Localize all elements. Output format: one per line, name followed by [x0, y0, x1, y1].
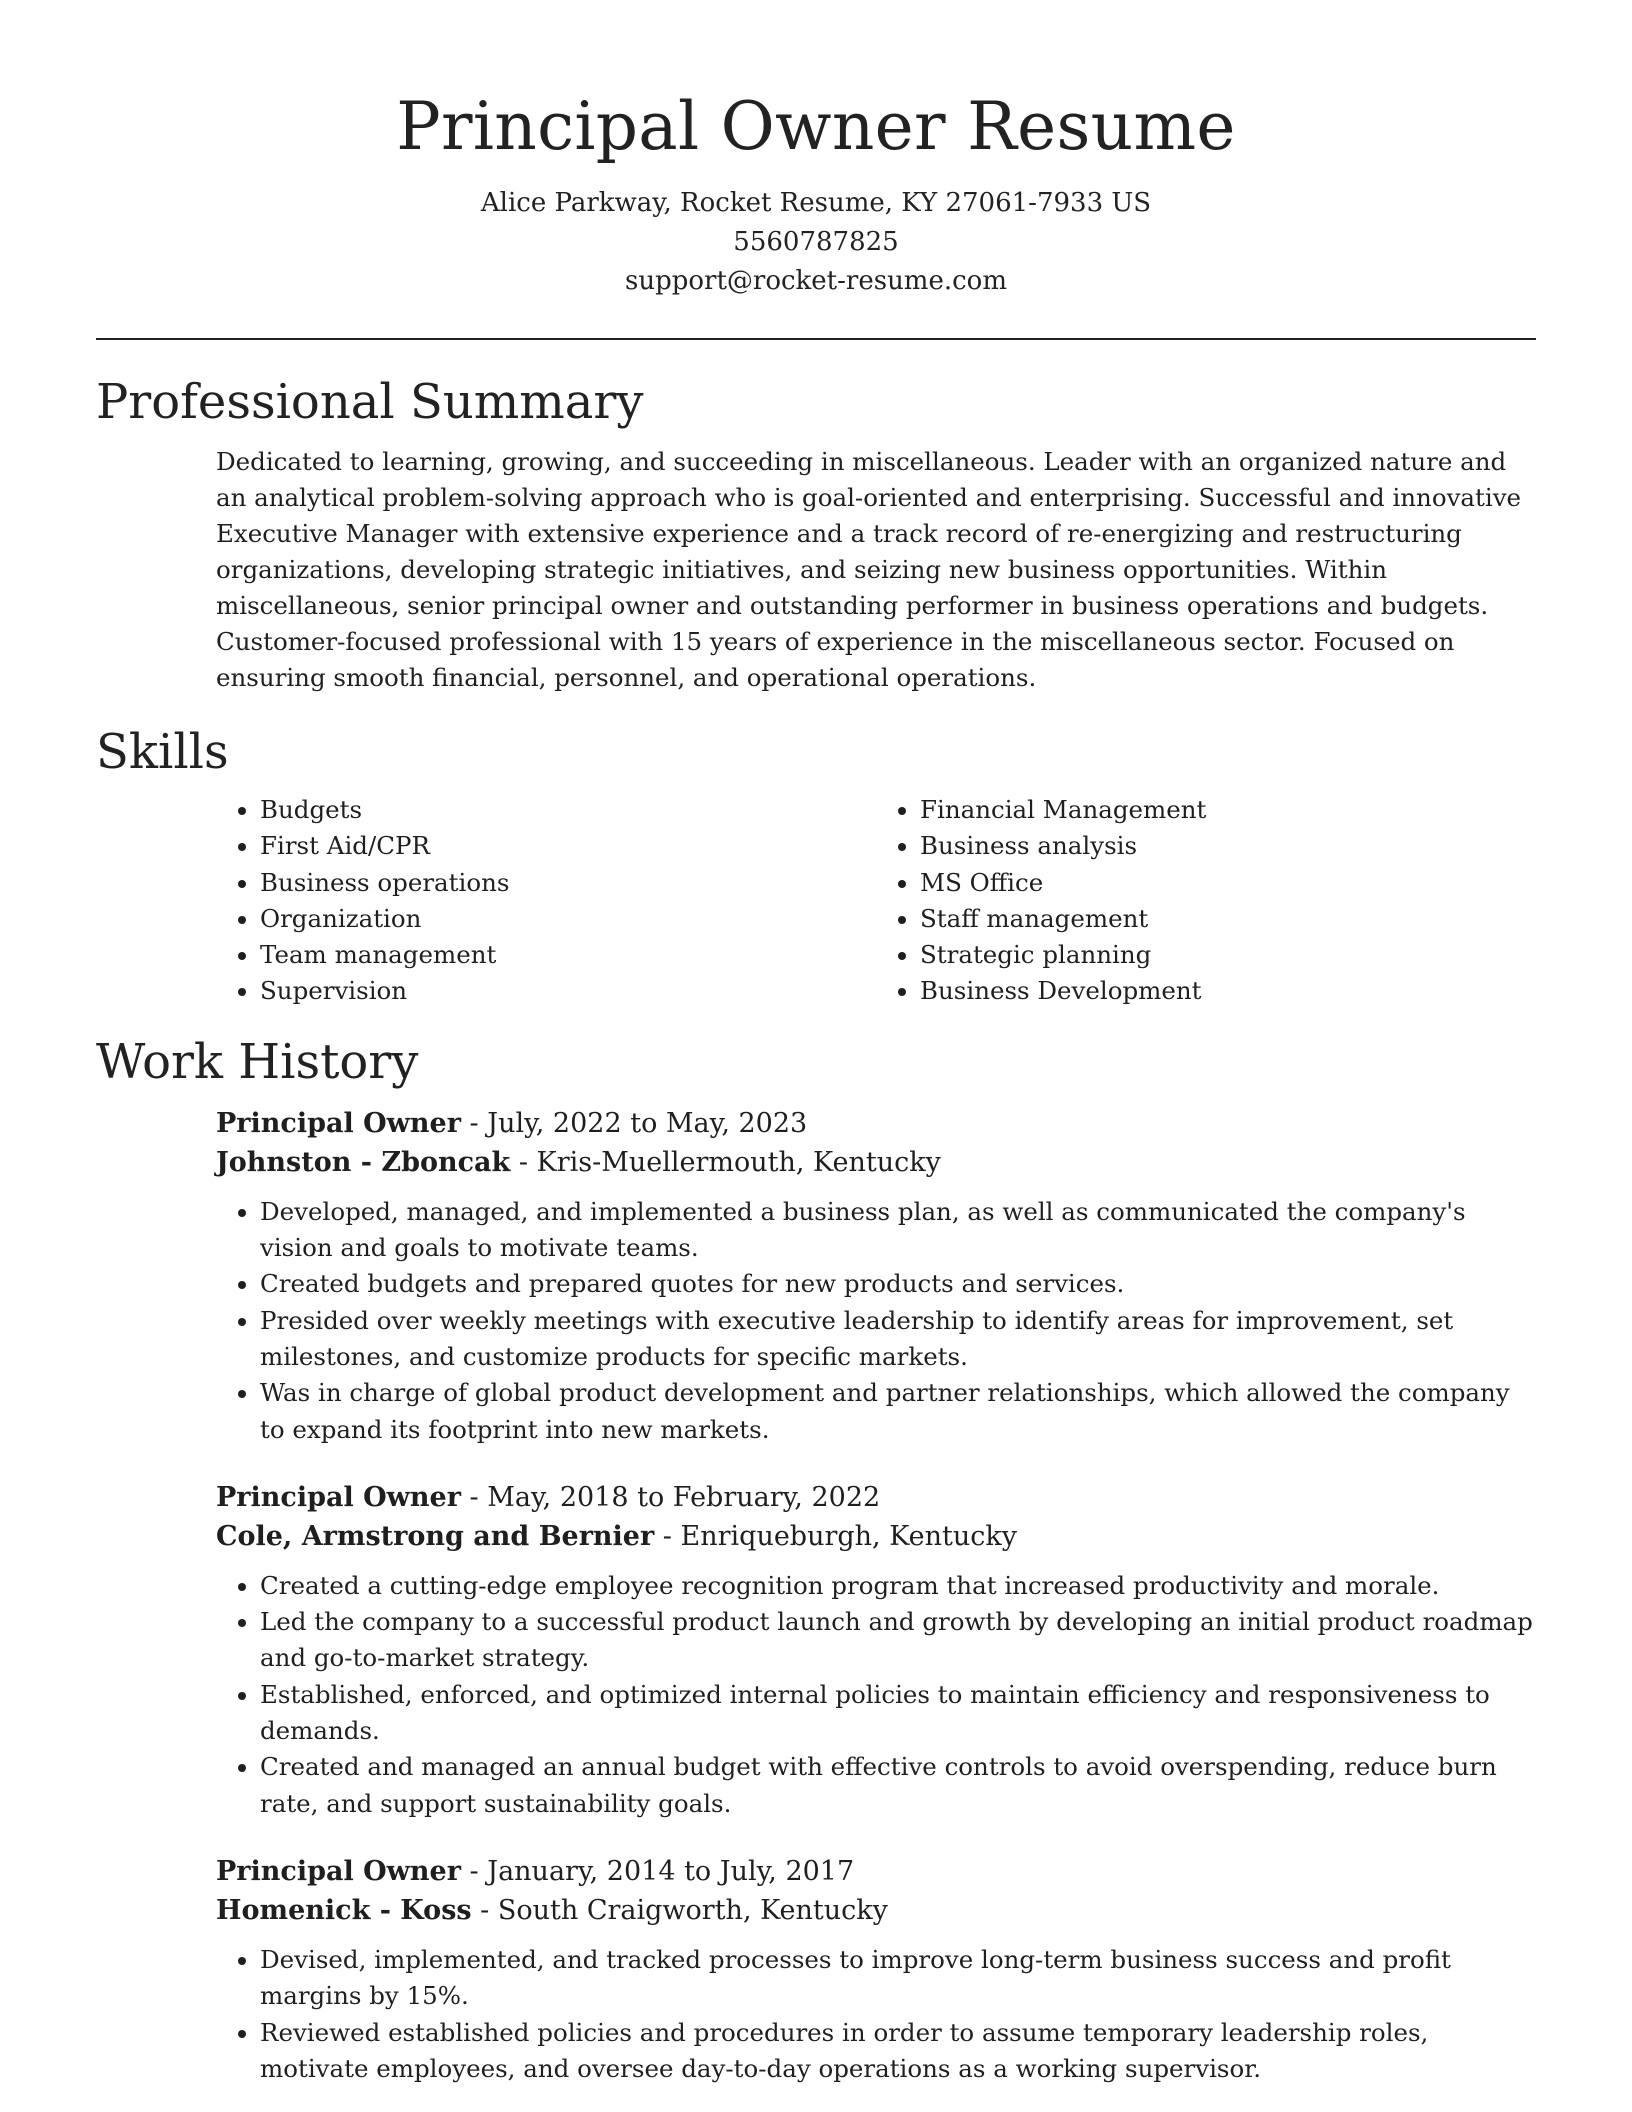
skills-column-left	[216, 792, 876, 1010]
job-title: Principal Owner	[216, 1481, 461, 1513]
skill-item: • Budgets	[260, 792, 876, 828]
skill-item: • Business analysis	[920, 828, 1536, 864]
job-title-line	[216, 1852, 1536, 1891]
job-company-line	[216, 1143, 1536, 1182]
job-dates: January, 2014 to July, 2017	[487, 1855, 855, 1887]
contact-block	[96, 184, 1536, 301]
separator: -	[460, 1107, 488, 1139]
skill-item: • Organization	[260, 901, 876, 937]
job-bullet: • Established, enforced, and optimized internal policies to maintain efficiency and responsiveness to demands.	[260, 1677, 1536, 1750]
contact-address: Alice Parkway, Rocket Resume, KY 27061-7933 US	[480, 188, 1152, 218]
job-bullet: • Presided over weekly meetings with executive leadership to identify areas for improvement, set milestones, and customize products for specific markets.	[260, 1303, 1536, 1376]
job-company: Johnston - Zboncak	[216, 1146, 511, 1178]
job-company: Cole, Armstrong and Bernier	[216, 1520, 655, 1552]
skill-item: • Business operations	[260, 865, 876, 901]
skill-item: • MS Office	[920, 865, 1536, 901]
job-bullet: • Devised, implemented, and tracked processes to improve long-term business success and profit margins by 15%.	[260, 1942, 1536, 2015]
job-title-line	[216, 1104, 1536, 1143]
skill-item: • First Aid/CPR	[260, 828, 876, 864]
header-divider	[96, 338, 1536, 340]
job-title-line	[216, 1478, 1536, 1517]
job-title: Principal Owner	[216, 1107, 461, 1139]
job-dates: May, 2018 to February, 2022	[487, 1481, 881, 1513]
job-bullet: • Created budgets and prepared quotes for new products and services.	[260, 1266, 1536, 1302]
skills-section	[96, 722, 1536, 1010]
skill-item: • Staff management	[920, 901, 1536, 937]
job-entry	[216, 1104, 1536, 1448]
job-location: Enriqueburgh, Kentucky	[680, 1520, 1018, 1552]
resume-title: Principal Owner Resume	[396, 88, 1236, 165]
skill-item: • Supervision	[260, 973, 876, 1009]
separator: -	[460, 1481, 488, 1513]
work-history-section	[96, 1032, 1536, 2087]
job-company: Homenick - Koss	[216, 1894, 472, 1926]
skills-column-right	[876, 792, 1536, 1010]
job-bullets	[216, 1194, 1536, 1448]
job-dates: July, 2022 to May, 2023	[487, 1107, 808, 1139]
contact-phone: 5560787825	[733, 227, 899, 257]
separator: -	[654, 1520, 681, 1552]
job-location: South Craigworth, Kentucky	[497, 1894, 888, 1926]
skill-item: • Strategic planning	[920, 937, 1536, 973]
skill-item: • Financial Management	[920, 792, 1536, 828]
job-bullets	[216, 1942, 1536, 2087]
summary-text: Dedicated to learning, growing, and succeeding in miscellaneous. Leader with an organized nature and an analytical problem-solving approach who is goal-oriented and enterprising. Successful and innovative Executive Manager with extensive experience and a track record of re-energizing and restructuring organizations, developing strategic initiatives, and seizing new business opportunities. Within miscellaneous, senior principal owner and outstanding performer in business operations and budgets. Customer-focused professional with 15 years of experience in the miscellaneous sector. Focused on ensuring smooth financial, personnel, and operational operations.	[216, 447, 1522, 692]
job-bullets	[216, 1568, 1536, 1822]
skills-heading: Skills	[96, 724, 229, 780]
job-bullet: • Reviewed established policies and procedures in order to assume temporary leadership roles, motivate employees, and oversee day-to-day operations as a working supervisor.	[260, 2015, 1536, 2088]
skill-item: • Team management	[260, 937, 876, 973]
job-title: Principal Owner	[216, 1855, 461, 1887]
job-location: Kris-Muellermouth, Kentucky	[536, 1146, 941, 1178]
job-company-line	[216, 1891, 1536, 1930]
work-history-heading: Work History	[96, 1033, 419, 1090]
job-bullet: • Created a cutting-edge employee recognition program that increased productivity and morale.	[260, 1568, 1536, 1604]
job-bullet: • Was in charge of global product development and partner relationships, which allowed the company to expand its footprint into new markets.	[260, 1375, 1536, 1448]
job-company-line	[216, 1517, 1536, 1556]
summary-section	[96, 372, 1536, 696]
contact-email: support@rocket-resume.com	[624, 266, 1007, 296]
job-bullet: • Created and managed an annual budget with effective controls to avoid overspending, reduce burn rate, and support sustainability goals.	[260, 1749, 1536, 1822]
job-entry	[216, 1852, 1536, 2087]
summary-heading: Professional Summary	[96, 374, 644, 430]
separator: -	[471, 1894, 498, 1926]
resume-page	[96, 0, 1536, 2087]
skill-item: • Business Development	[920, 973, 1536, 1009]
separator: -	[460, 1855, 488, 1887]
skills-list	[216, 792, 1536, 1010]
job-bullet: • Developed, managed, and implemented a business plan, as well as communicated the company's vision and goals to motivate teams.	[260, 1194, 1536, 1267]
separator: -	[510, 1146, 537, 1178]
job-entry	[216, 1478, 1536, 1822]
job-bullet: • Led the company to a successful product launch and growth by developing an initial product roadmap and go-to-market strategy.	[260, 1604, 1536, 1677]
